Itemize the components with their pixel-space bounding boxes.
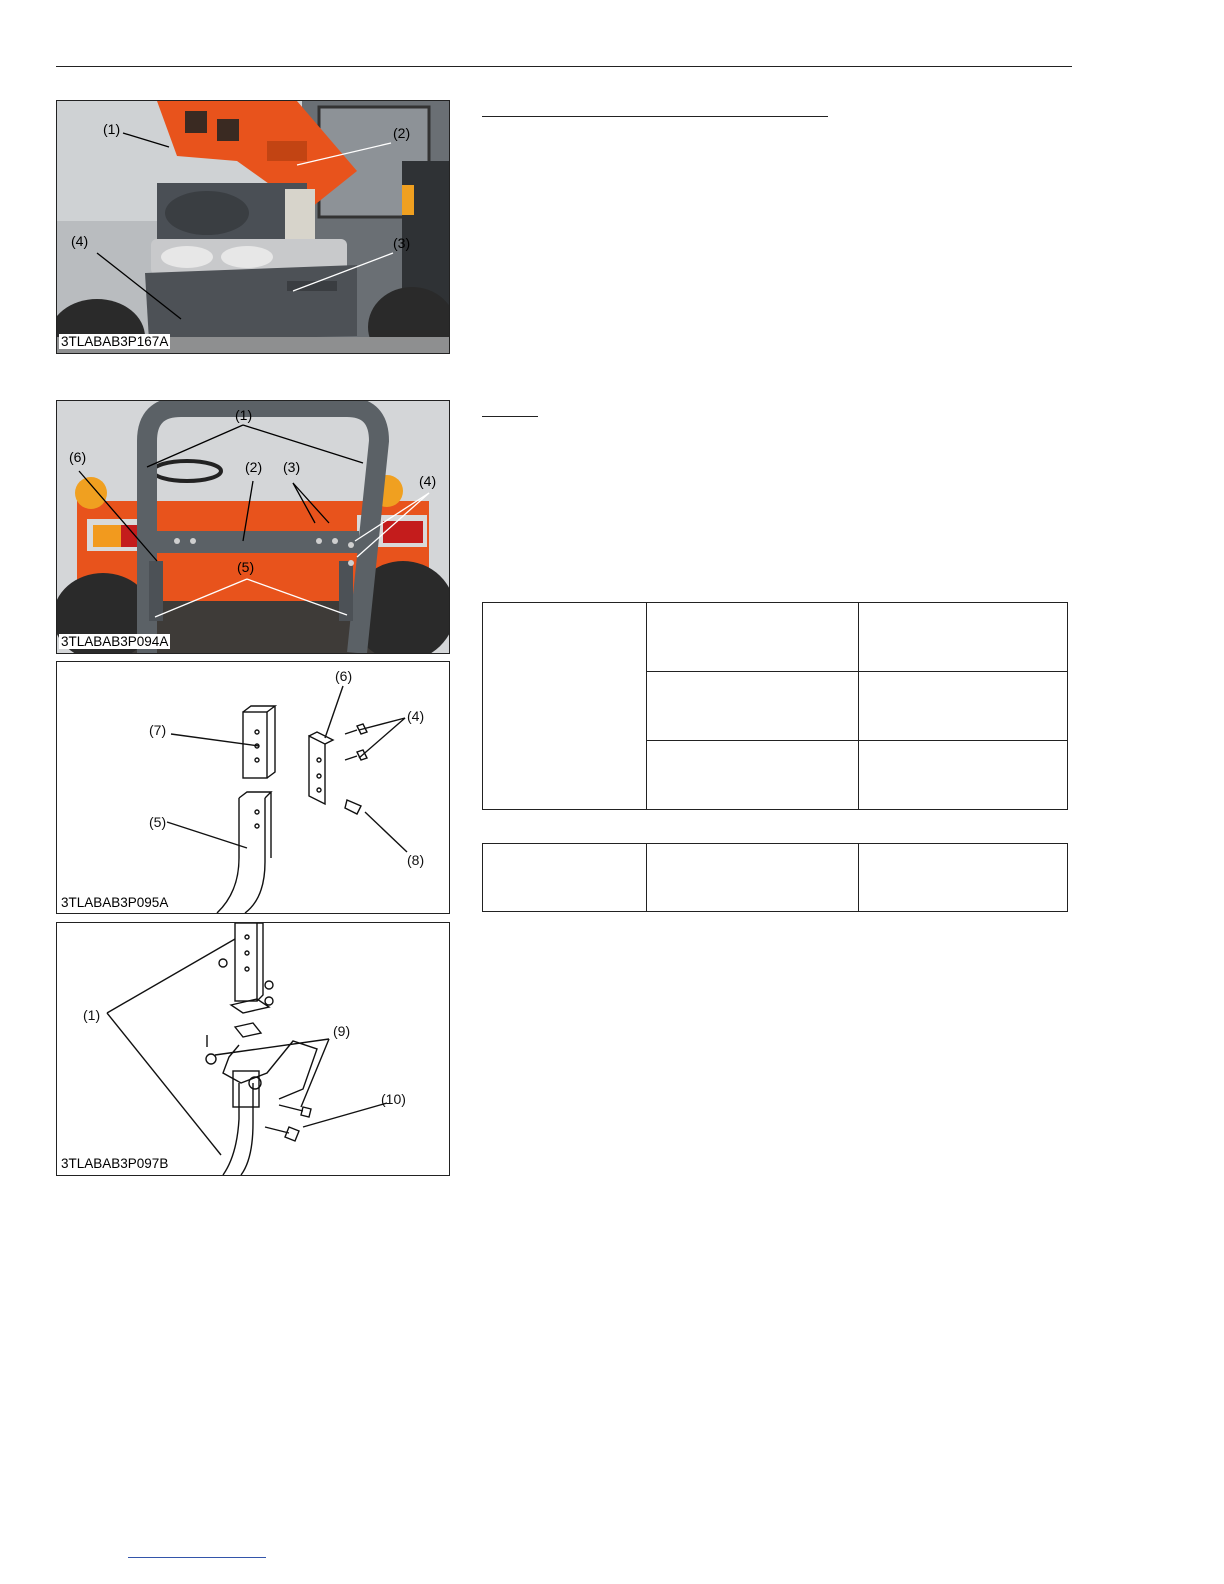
callout-7: (7) — [149, 722, 167, 738]
table-cell — [859, 672, 1068, 741]
callout-9: (9) — [333, 1023, 351, 1039]
callout-6: (6) — [69, 449, 87, 465]
callout-6: (6) — [335, 668, 353, 684]
callout-3: (3) — [283, 459, 301, 475]
rops-parts-drawing — [57, 662, 449, 913]
table-cell — [859, 603, 1068, 672]
table-cell — [483, 844, 647, 912]
callout-5: (5) — [149, 814, 167, 830]
callout-4: (4) — [407, 708, 425, 724]
figure-rops-hinge — [56, 922, 450, 1176]
figure-code: 3TLABAB3P097B — [61, 1156, 169, 1171]
table-cell — [859, 844, 1068, 912]
table-cell — [646, 603, 859, 672]
figure-hood-open — [56, 100, 450, 354]
callout-5: (5) — [237, 559, 255, 575]
callout-1: (1) — [103, 121, 121, 137]
callout-1: (1) — [235, 407, 253, 423]
callout-2: (2) — [245, 459, 263, 475]
callout-2: (2) — [393, 125, 411, 141]
callout-4: (4) — [71, 233, 89, 249]
hood-photo-illustration — [57, 101, 449, 353]
figure-rops-parts — [56, 661, 450, 914]
footer-link[interactable] — [128, 1557, 266, 1558]
figure-code: 3TLABAB3P095A — [61, 895, 169, 910]
header-rule — [56, 66, 1072, 67]
figure-code: 3TLABAB3P167A — [61, 334, 169, 349]
table-cell — [646, 844, 859, 912]
callout-8: (8) — [407, 852, 425, 868]
section-heading-underline — [482, 116, 828, 117]
callout-1: (1) — [83, 1007, 101, 1023]
table-cell — [483, 603, 647, 810]
table-cell — [646, 672, 859, 741]
table-cell — [646, 741, 859, 810]
rops-hinge-drawing — [57, 923, 449, 1175]
figure-rops-rear — [56, 400, 450, 654]
torque-table-2 — [482, 843, 1068, 912]
callout-4: (4) — [419, 473, 437, 489]
callout-10: (10) — [381, 1091, 406, 1107]
rops-photo-illustration — [57, 401, 449, 653]
callout-3: (3) — [393, 235, 411, 251]
table-row — [483, 844, 1068, 912]
figure-code: 3TLABAB3P094A — [61, 634, 169, 649]
table-cell — [859, 741, 1068, 810]
torque-table-1 — [482, 602, 1068, 810]
table-row — [483, 603, 1068, 672]
subsection-heading-underline — [482, 416, 538, 417]
